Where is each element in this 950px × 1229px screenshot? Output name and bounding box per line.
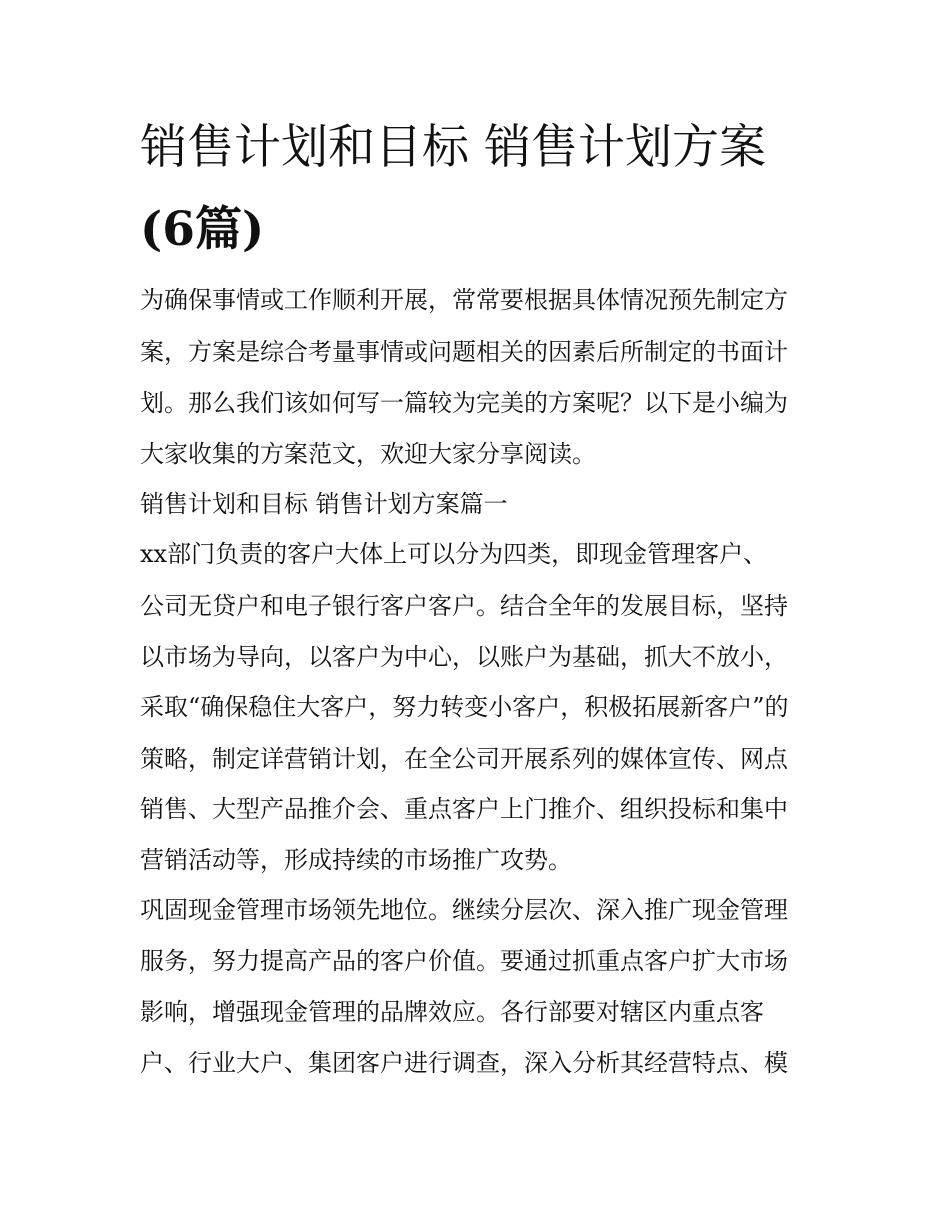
paragraph1-line-2: 公司无贷户和电子银行客户客户。结合全年的发展目标，坚持 [140, 592, 788, 620]
paragraph1-line-5: 策略，制定详营销计划，在全公司开展系列的媒体宣传、网点 [140, 745, 788, 773]
paragraph1-line-4: 采取“确保稳住大客户，努力转变小客户，积极拓展新客户”的 [140, 693, 789, 721]
paragraph2-line-2: 服务，努力提高产品的客户价值。要通过抓重点客户扩大市场 [140, 947, 788, 975]
paragraph1-line-7: 营销活动等，形成持续的市场推广攻势。 [140, 846, 572, 874]
paragraph2-line-3: 影响，增强现金管理的品牌效应。各行部要对辖区内重点客 [140, 998, 764, 1026]
paragraph1-line-1: xx部门负责的客户大体上可以分为四类，即现金管理客户、 [140, 540, 768, 568]
paragraph1-line-3: 以市场为导向，以客户为中心，以账户为基础，抓大不放小， [140, 643, 788, 671]
document-title-line-1: 销售计划和目标 销售计划方案 [140, 120, 766, 175]
intro-line-2: 案，方案是综合考量事情或问题相关的因素后所制定的书面计 [140, 338, 788, 366]
intro-line-4: 大家收集的方案范文，欢迎大家分享阅读。 [140, 440, 596, 468]
intro-line-1: 为确保事情或工作顺利开展，常常要根据具体情况预先制定方 [140, 286, 788, 314]
paragraph2-line-1: 巩固现金管理市场领先地位。继续分层次、深入推广现金管理 [140, 896, 788, 924]
document-title-line-2: (6篇) [140, 202, 265, 257]
section-heading: 销售计划和目标 销售计划方案篇一 [140, 490, 508, 518]
paragraph1-line-6: 销售、大型产品推介会、重点客户上门推介、组织投标和集中 [140, 795, 788, 823]
intro-line-3: 划。那么我们该如何写一篇较为完美的方案呢？以下是小编为 [140, 389, 788, 417]
paragraph2-line-4: 户、行业大户、集团客户进行调查，深入分析其经营特点、模 [140, 1049, 788, 1077]
